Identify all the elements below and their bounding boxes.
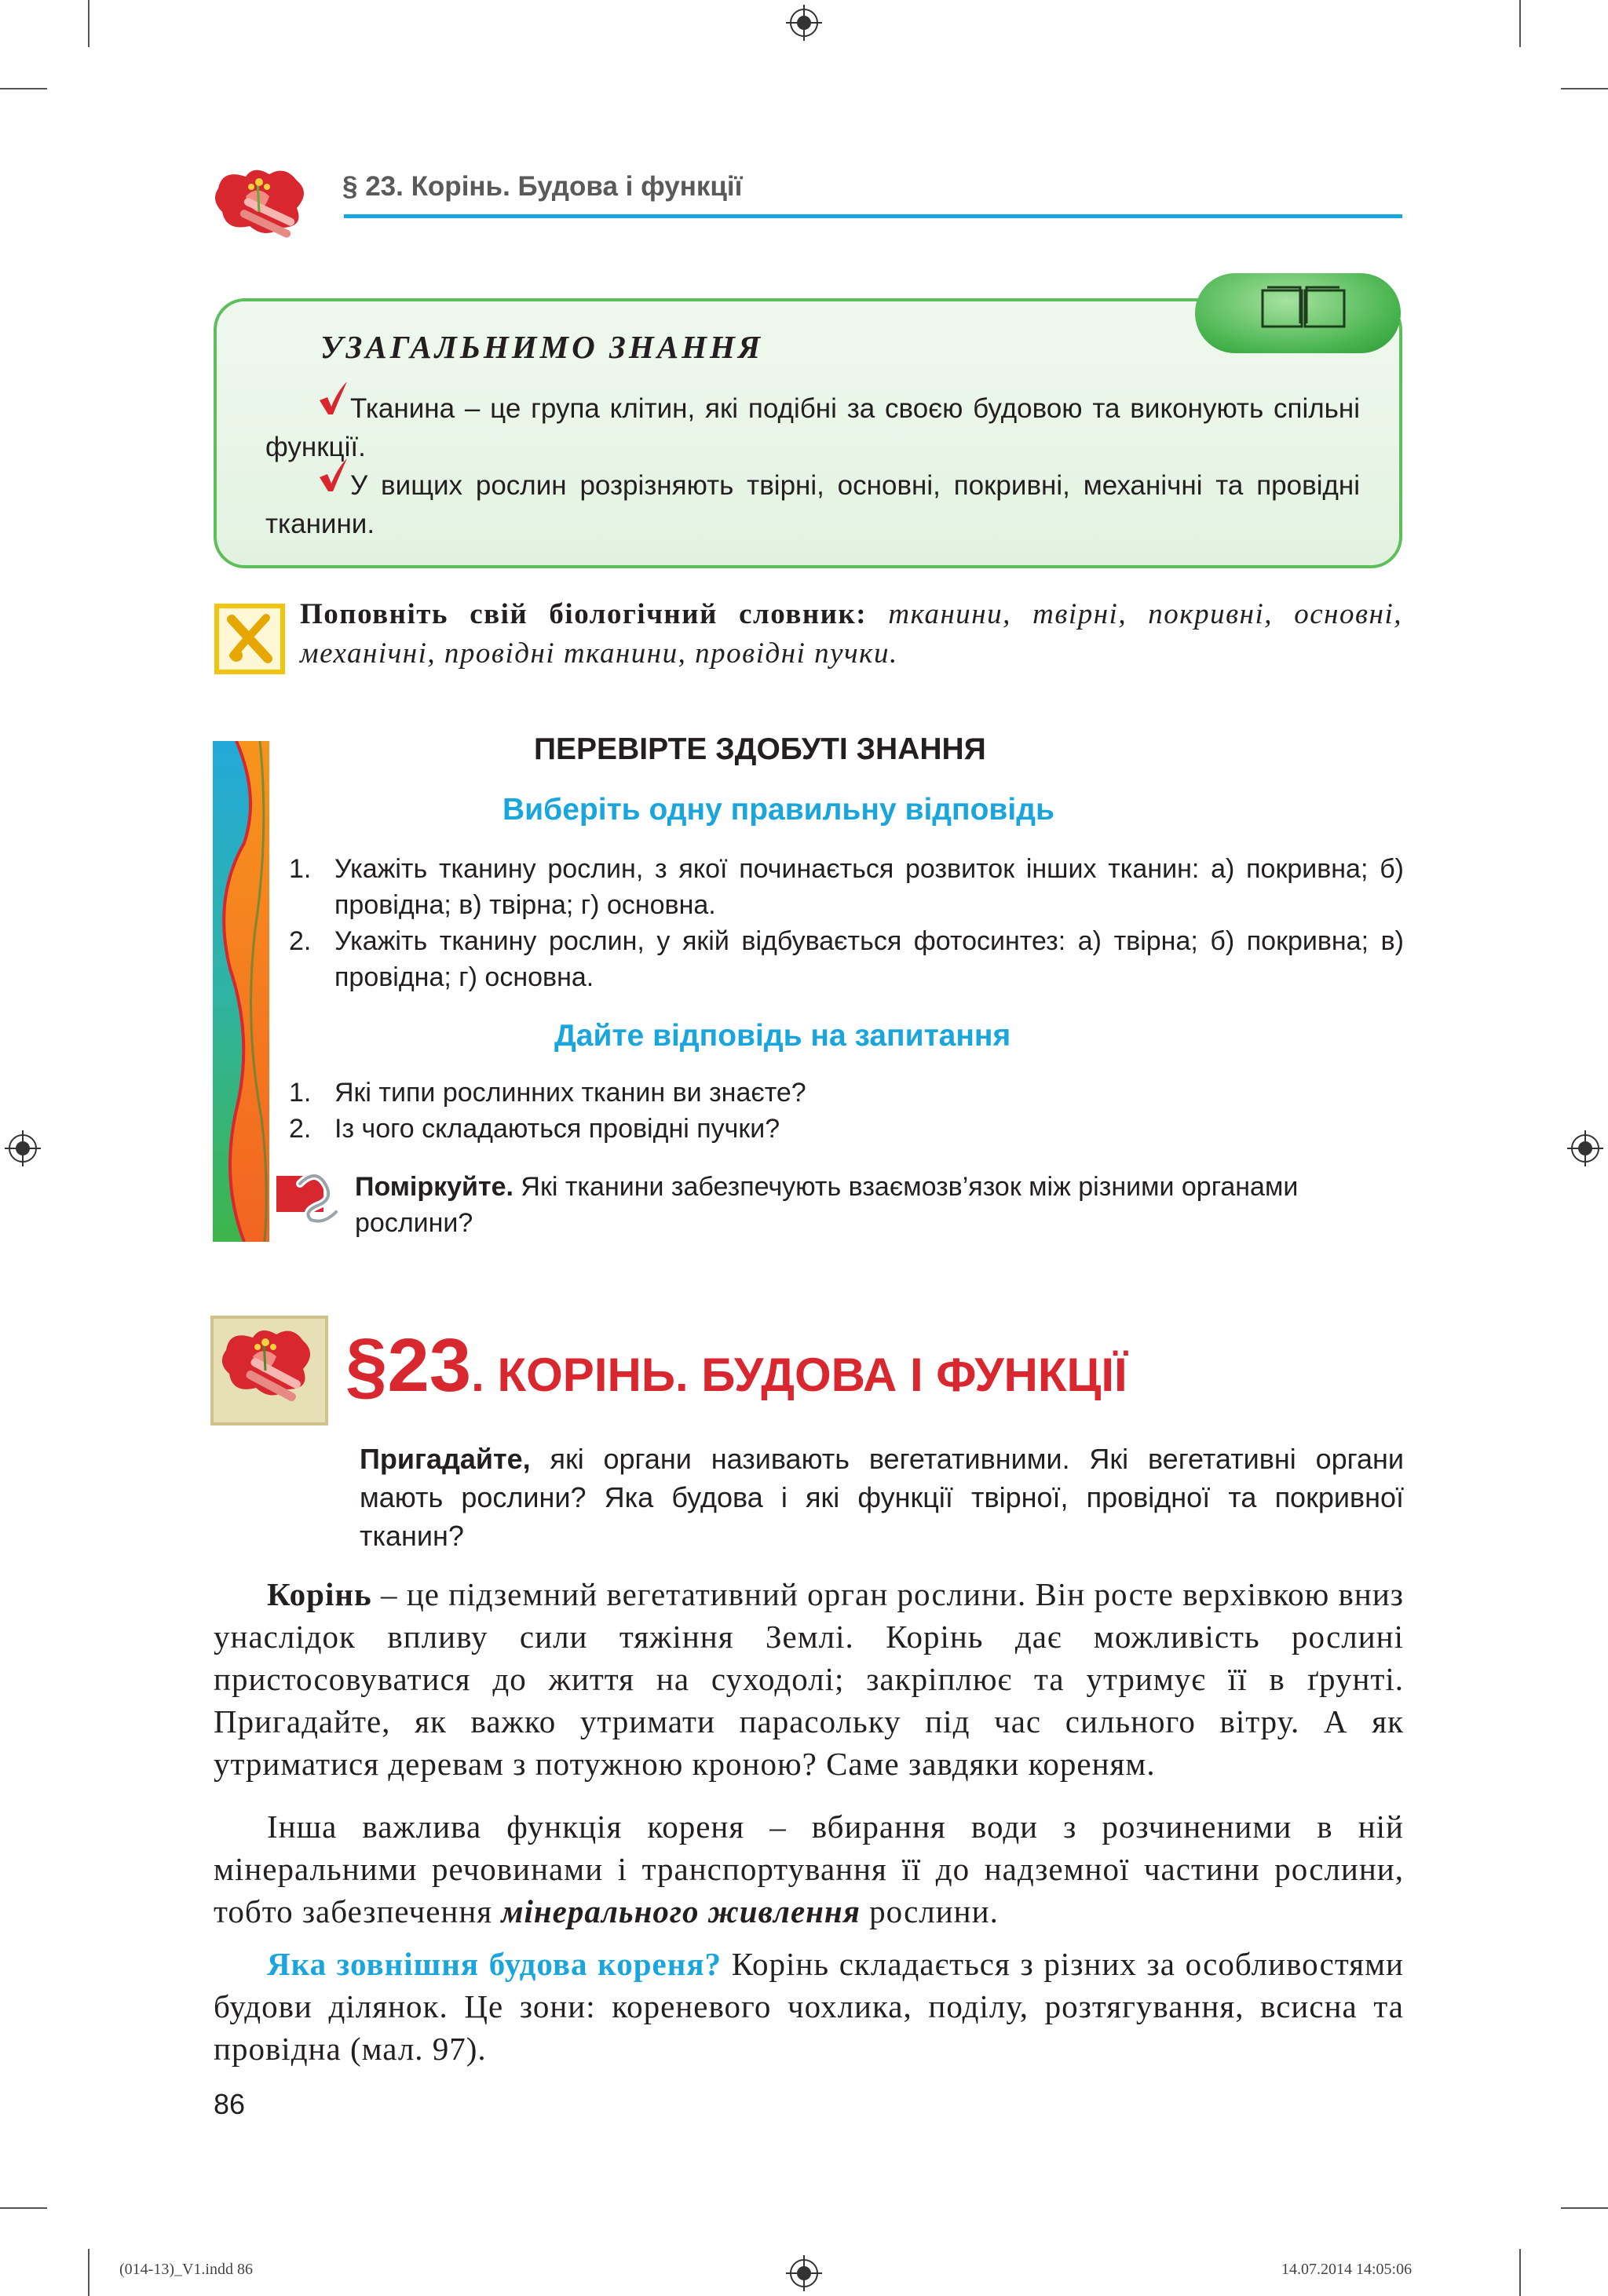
crop-mark <box>1561 88 1608 89</box>
question-number: 2. <box>289 1114 312 1144</box>
print-footer-file: (014-13)_V1.indd 86 <box>119 2261 253 2278</box>
running-header: § 23. Корінь. Будова і функції <box>342 171 743 202</box>
pen-cross-icon <box>219 608 280 670</box>
paragraph-text: рослини. <box>860 1893 999 1929</box>
crop-mark <box>0 2207 47 2209</box>
flower-emblem-icon <box>214 1319 325 1422</box>
check-heading: ПЕРЕВІРТЕ ЗДОБУТІ ЗНАННЯ <box>534 732 986 766</box>
section-heading: . КОРІНЬ. БУДОВА І ФУНКЦІЇ <box>471 1349 1127 1401</box>
question-text: Які типи рослинних тканин ви знаєте? <box>334 1078 806 1108</box>
crop-mark <box>88 2249 90 2296</box>
header-rule <box>344 214 1402 218</box>
paragraph-text: – це підземний вегетативний орган рослини. Він росте верхівкою вниз унаслідок впливу сили тяжіння Землі. Корінь дає можливість рослині пристосовуватися до життя на суходолі; закріплює та утримує її в ґрунті. Пригадайте, як важко утримати парасольку під час сильного вітру. А як утриматися деревам з потужною кроною? Саме завдяки кореням. <box>214 1576 1404 1782</box>
question-heading: Яка зовнішня будова кореня? <box>267 1946 722 1982</box>
glossary-text <box>300 595 1402 673</box>
glossary-lead: Поповніть свій біологічний словник: <box>300 598 868 630</box>
question-text: Із чого складаються провідні пучки? <box>334 1114 780 1144</box>
open-book-icon <box>1259 284 1347 331</box>
glossary-terms: тканини, твірні, покривні, основні, механічні, провідні тканини, провідні пучки. <box>300 598 1402 670</box>
crop-mark <box>1519 2249 1521 2296</box>
answer-heading: Дайте відповідь на запитання <box>554 1019 1011 1053</box>
choose-heading: Виберіть одну правильну відповідь <box>502 793 1054 827</box>
body-paragraph <box>214 1943 1404 2070</box>
section-number: §23 <box>345 1323 472 1407</box>
paragraph-text: Корінь складається з різних за особливостями будови ділянок. Це зони: кореневого чохлика, поділу, розтягування, всисна та провідна (мал. 97). <box>214 1946 1404 2067</box>
crop-mark <box>0 88 47 89</box>
body-paragraph <box>214 1805 1404 1933</box>
body-paragraph <box>214 1573 1404 1785</box>
think-lead: Поміркуйте. <box>355 1172 513 1202</box>
section-title <box>345 1323 1127 1409</box>
print-footer-date: 14.07.2014 14:05:06 <box>1281 2261 1412 2278</box>
page-number: 86 <box>214 2088 246 2120</box>
question-number: 1. <box>289 1078 312 1108</box>
recall-lead: Пригадайте, <box>360 1443 531 1475</box>
registration-mark-icon <box>1567 1130 1603 1166</box>
question-number: 1. <box>289 854 312 884</box>
think-text <box>355 1169 1404 1241</box>
summary-item: Тканина – це група клітин, які подібні за своєю будовою та виконують спільні функції. <box>265 393 1360 462</box>
recall-question: які органи називають вегетативними. Які вегетативні органи мають рослини? Яка будова і які функції твірної, провідної та покривної тканин? <box>360 1443 1404 1552</box>
question-text: Укажіть тканину рослин, у якій відбувається фотосинтез: а) твірна; б) покривна; в) провідна; г) основна. <box>334 926 1404 992</box>
registration-mark-icon <box>786 5 822 41</box>
think-question: Які тканини забезпечують взаємозв’язок між різними органами рослини? <box>355 1172 1299 1238</box>
question-number: 2. <box>289 926 312 956</box>
summary-item: У вищих рослин розрізняють твірні, основні, покривні, механічні та провідні тканини. <box>265 470 1360 539</box>
registration-mark-icon <box>5 1130 41 1166</box>
crop-mark <box>88 0 90 47</box>
flower-logo-icon <box>210 165 312 251</box>
recall-text <box>360 1440 1404 1555</box>
term-mineral-nutrition: мінерального живлення <box>501 1893 861 1929</box>
section-emblem <box>210 1316 328 1425</box>
crop-mark <box>1519 0 1521 47</box>
summary-title: УЗАГАЛЬНИМО ЗНАННЯ <box>320 329 764 365</box>
question-text: Укажіть тканину рослин, з якої починається розвиток інших тканин: а) покривна; б) провідна; в) твірна; г) основна. <box>334 854 1404 920</box>
crop-mark <box>1561 2207 1608 2209</box>
registration-mark-icon <box>786 2255 822 2291</box>
dictionary-icon <box>214 604 285 674</box>
term-root: Корінь <box>267 1576 372 1612</box>
decorative-side-strip <box>213 741 269 1242</box>
think-puzzle-icon <box>276 1168 345 1223</box>
paragraph-text: Інша важлива функція кореня – вбирання води з розчиненими в ній мінеральними речовинами і транспортування її до надземної частини рослини, тобто забезпечення <box>214 1809 1404 1929</box>
